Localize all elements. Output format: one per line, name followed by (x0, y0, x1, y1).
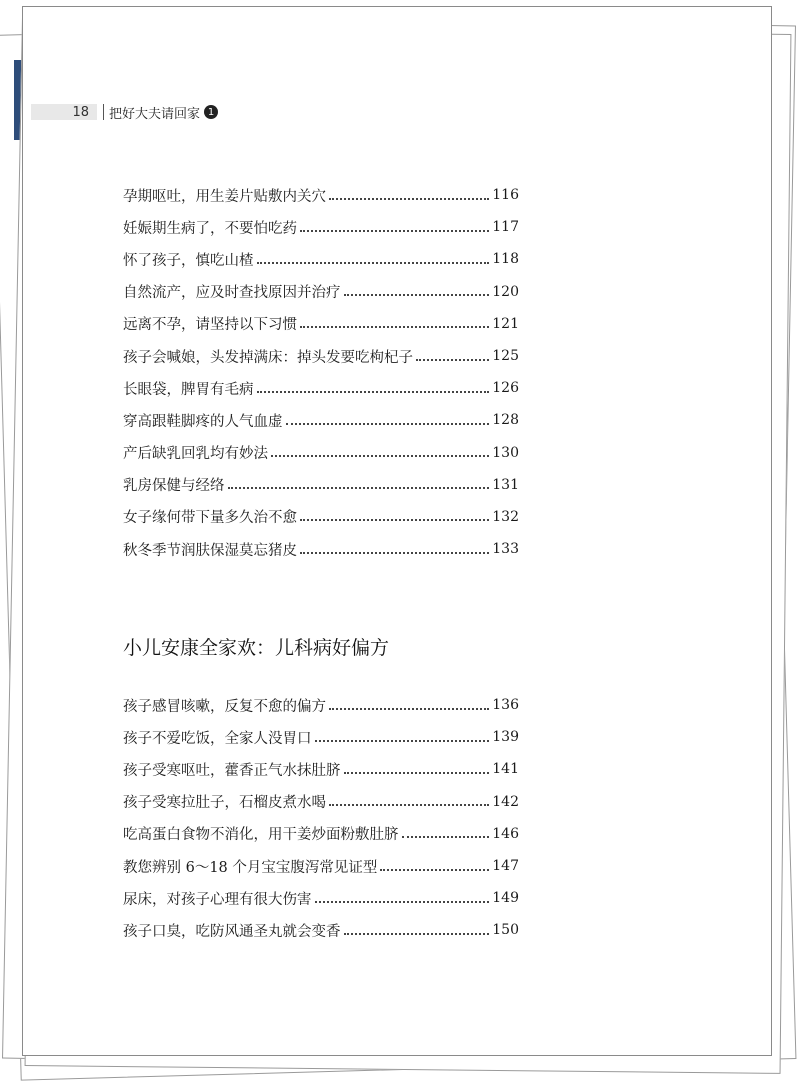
toc-entry (123, 850, 519, 882)
toc-entry-page: 147 (492, 858, 519, 875)
toc-entry-title: 孩子不爱吃饭，全家人没胃口 (123, 730, 312, 747)
toc-leader (329, 803, 489, 806)
toc-entry-page: 146 (492, 825, 519, 842)
header-divider (103, 104, 104, 120)
toc-entry-page: 118 (492, 251, 519, 268)
toc-entry-title: 孩子感冒咳嗽，反复不愈的偏方 (123, 698, 326, 715)
toc-list (123, 689, 519, 947)
toc-entry-page: 136 (492, 697, 519, 714)
toc-list (123, 179, 519, 565)
toc-entry (123, 308, 519, 340)
toc-leader (286, 422, 490, 425)
toc-entry-title: 妊娠期生病了，不要怕吃药 (123, 220, 297, 237)
toc-entry (123, 243, 519, 275)
toc-entry (123, 437, 519, 469)
toc-leader (329, 197, 489, 200)
book-page (22, 6, 772, 1056)
toc-entry (123, 372, 519, 404)
toc-entry (123, 882, 519, 914)
toc-entry-page: 116 (492, 187, 519, 204)
toc-entry (123, 753, 519, 785)
toc-entry-title: 孕期呕吐，用生姜片贴敷内关穴 (123, 188, 326, 205)
toc-entry-page: 139 (492, 729, 519, 746)
toc-entry (123, 501, 519, 533)
toc-entry (123, 340, 519, 372)
toc-entry (123, 179, 519, 211)
toc-entry (123, 404, 519, 436)
toc-entry (123, 211, 519, 243)
toc-entry-page: 128 (492, 412, 519, 429)
toc-leader (257, 390, 490, 393)
toc-entry-title: 长眼袋，脾胃有毛病 (123, 381, 254, 398)
toc-leader (228, 486, 490, 489)
toc-leader (380, 868, 489, 871)
toc-entry-page: 133 (492, 541, 519, 558)
toc-entry-title: 吃高蛋白食物不消化，用干姜炒面粉敷肚脐 (123, 827, 399, 844)
toc-entry-title: 怀了孩子，慎吃山楂 (123, 252, 254, 269)
toc-entry (123, 914, 519, 946)
toc-entry (123, 786, 519, 818)
toc-entry-title: 孩子会喊娘，头发掉满床：掉头发要吃枸杞子 (123, 349, 413, 366)
toc-entry-page: 130 (492, 444, 519, 461)
toc-entry-title: 远离不孕，请坚持以下习惯 (123, 317, 297, 334)
toc-entry-title: 自然流产，应及时查找原因并治疗 (123, 285, 341, 302)
toc-entry (123, 533, 519, 565)
toc-entry-page: 131 (492, 476, 519, 493)
toc-entry-page: 117 (492, 219, 519, 236)
page-number: 18 (31, 104, 97, 120)
toc-entry-title: 教您辨别 6～18 个月宝宝腹泻常见证型 (123, 859, 378, 876)
toc-leader (300, 325, 489, 328)
toc-leader (300, 518, 489, 521)
toc-leader (329, 707, 489, 710)
toc-entry (123, 818, 519, 850)
toc-leader (300, 551, 489, 554)
toc-leader (402, 835, 490, 838)
toc-entry (123, 689, 519, 721)
toc-entry-page: 120 (492, 283, 519, 300)
toc-leader (271, 454, 489, 457)
volume-badge: 1 (204, 105, 218, 119)
toc-entry-page: 121 (492, 315, 519, 332)
toc-entry-page: 141 (492, 761, 519, 778)
toc-leader (344, 771, 490, 774)
toc-leader (300, 229, 489, 232)
toc-entry-page: 142 (492, 793, 519, 810)
toc-leader (257, 261, 490, 264)
toc-entry-title: 尿床，对孩子心理有很大伤害 (123, 891, 312, 908)
toc-entry-page: 126 (492, 380, 519, 397)
toc-entry (123, 469, 519, 501)
toc-entry-page: 149 (492, 890, 519, 907)
toc-entry-title: 产后缺乳回乳均有妙法 (123, 446, 268, 463)
toc-entry-title: 孩子受寒呕吐，藿香正气水抹肚脐 (123, 762, 341, 779)
toc-leader (344, 932, 490, 935)
running-header (31, 103, 218, 121)
section-heading: 小儿安康全家欢：儿科病好偏方 (123, 637, 390, 659)
toc-entry-title: 秋冬季节润肤保湿莫忘猪皮 (123, 542, 297, 559)
toc-entry-title: 乳房保健与经络 (123, 478, 225, 495)
toc-leader (416, 358, 489, 361)
toc-entry (123, 276, 519, 308)
toc-leader (315, 900, 490, 903)
toc-leader (344, 293, 490, 296)
toc-entry-title: 女子缘何带下量多久治不愈 (123, 510, 297, 527)
toc-entry-title: 孩子受寒拉肚子，石榴皮煮水喝 (123, 795, 326, 812)
toc-entry (123, 721, 519, 753)
book-title: 把好大夫请回家 (109, 106, 201, 122)
toc-entry-page: 125 (492, 348, 519, 365)
toc-entry-title: 孩子口臭，吃防风通圣丸就会变香 (123, 923, 341, 940)
toc-entry-page: 132 (492, 508, 519, 525)
toc-leader (315, 739, 490, 742)
toc-entry-title: 穿高跟鞋脚疼的人气血虚 (123, 413, 283, 430)
toc-entry-page: 150 (492, 922, 519, 939)
